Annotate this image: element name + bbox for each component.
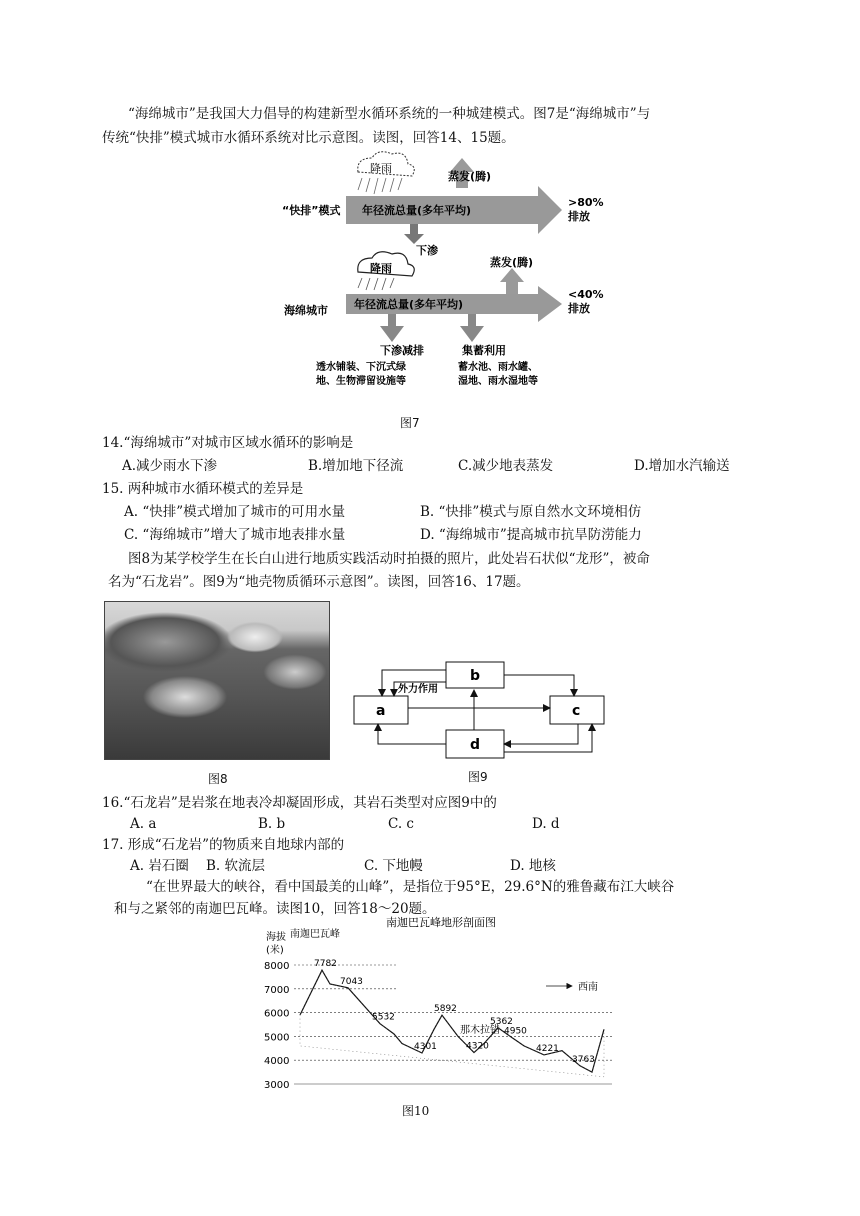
intro1-line1: “海绵城市”是我国大力倡导的构建新型水循环系统的一种城建模式。图7是“海绵城市”与	[128, 106, 651, 122]
elevation-label: 4301	[414, 1042, 437, 1053]
y-tick-label: 3000	[264, 1080, 290, 1091]
label-b: b	[470, 668, 481, 684]
q15-option-b: B. “快排”模式与原自然水文环境相仿	[420, 504, 642, 520]
q14-option-c: C.减少地表蒸发	[458, 458, 554, 474]
elevation-label: 3763	[572, 1054, 595, 1065]
intro3-line2: 和与之紧邻的南迦巴瓦峰。读图10，回答18～20题。	[114, 901, 436, 917]
place-label: 那木拉错	[460, 1025, 500, 1036]
q14-stem: 14.“海绵城市”对城市区域水循环的影响是	[102, 435, 354, 451]
rain-label-2: 降雨	[370, 262, 392, 275]
label-c: c	[572, 703, 581, 719]
seep2-detail-2: 地、生物滞留设施等	[316, 376, 406, 387]
elevation-label: 7782	[314, 959, 337, 970]
seep2-label: 下渗减排	[380, 344, 424, 357]
evap-label-1: 蒸发(腾)	[448, 170, 492, 183]
out2-label: 排放	[568, 302, 590, 315]
q17-option-d: D. 地核	[510, 858, 556, 874]
intro3-line1: “在世界最大的峡谷，看中国最美的山峰”，是指位于95°E，29.6°N的雅鲁藏布江大峡谷	[146, 879, 675, 895]
elevation-label: 5362	[490, 1016, 513, 1027]
y-tick-label: 7000	[264, 984, 290, 996]
q15-option-c: C. “海绵城市”增大了城市地表排水量	[124, 527, 346, 543]
seep1-label: 下渗	[416, 244, 438, 257]
q17-option-b: B. 软流层	[206, 858, 266, 874]
y-tick-label: 6000	[264, 1008, 290, 1020]
elevation-label: 4950	[504, 1026, 527, 1037]
mode2-label: 海绵城市	[284, 304, 328, 317]
elevation-label: 5892	[434, 1004, 457, 1015]
label-a: a	[376, 703, 386, 719]
figure-9	[346, 658, 616, 770]
fig10-caption: 图10	[402, 1104, 430, 1118]
y-axis-label-2: (米)	[266, 945, 284, 956]
elevation-label: 4221	[536, 1043, 559, 1054]
figure-7	[270, 150, 610, 400]
q17-stem: 17. 形成“石龙岩”的物质来自地球内部的	[102, 837, 345, 853]
y-tick-label: 4000	[264, 1056, 290, 1068]
rain-label-1: 降雨	[370, 162, 392, 175]
runoff-label-2: 年径流总量(多年平均)	[354, 298, 464, 311]
collect-detail-2: 湿地、雨水湿地等	[458, 376, 538, 387]
mode1-label: “快排”模式	[282, 204, 341, 217]
elevation-label: 5532	[372, 1012, 395, 1023]
q16-option-c: C. c	[388, 816, 414, 832]
q17-option-c: C. 下地幔	[364, 858, 423, 874]
evap-label-2: 蒸发(腾)	[490, 256, 534, 269]
fig8-caption: 图8	[208, 772, 228, 786]
direction-label: 西南	[578, 982, 598, 993]
y-tick-label: 8000	[264, 961, 290, 972]
q17-option-a: A. 岩石圈	[130, 858, 189, 874]
q16-option-b: B. b	[258, 816, 286, 832]
peak-name-label: 南迦巴瓦峰	[290, 929, 340, 940]
q15-stem: 15. 两种城市水循环模式的差异是	[102, 481, 304, 497]
intro2-line2: 名为“石龙岩”。图9为“地壳物质循环示意图”。读图，回答16、17题。	[108, 574, 530, 590]
q16-stem: 16.“石龙岩”是岩浆在地表冷却凝固形成，其岩石类型对应图9中的	[102, 795, 497, 811]
elevation-label: 4320	[466, 1041, 489, 1052]
runoff-label-1: 年径流总量(多年平均)	[362, 204, 472, 217]
y-axis-label-1: 海拔	[266, 932, 286, 943]
out2-pct: <40%	[568, 288, 604, 301]
collect-label: 集蓄利用	[462, 344, 506, 357]
external-force-label: 外力作用	[398, 684, 438, 695]
chart-title: 南迦巴瓦峰地形剖面图	[386, 916, 496, 929]
elevation-label: 7043	[340, 976, 363, 987]
q15-option-d: D. “海绵城市”提高城市抗旱防涝能力	[420, 527, 642, 543]
q14-option-a: A.减少雨水下渗	[122, 458, 218, 474]
fig9-caption: 图9	[468, 770, 488, 784]
label-d: d	[470, 737, 481, 753]
q14-option-d: D.增加水汽输送	[634, 458, 730, 474]
seep2-detail-1: 透水铺装、下沉式绿	[316, 362, 406, 373]
y-tick-label: 5000	[264, 1032, 290, 1044]
stone-dragon-rock-photo	[104, 601, 330, 760]
q15-option-a: A. “快排”模式增加了城市的可用水量	[124, 504, 346, 520]
out1-label: 排放	[568, 210, 590, 223]
out1-pct: >80%	[568, 196, 604, 209]
q16-option-a: A. a	[130, 816, 157, 832]
q14-option-b: B.增加地下径流	[308, 458, 404, 474]
collect-detail-1: 蓄水池、雨水罐、	[458, 362, 538, 373]
intro2-line1: 图8为某学校学生在长白山进行地质实践活动时拍摄的照片，此处岩石状似“龙形”，被命	[128, 551, 650, 567]
figure-10	[262, 910, 622, 1095]
intro1-line2: 传统“快排”模式城市水循环系统对比示意图。读图，回答14、15题。	[102, 130, 515, 146]
q16-option-d: D. d	[532, 816, 560, 832]
fig7-caption: 图7	[400, 416, 420, 430]
